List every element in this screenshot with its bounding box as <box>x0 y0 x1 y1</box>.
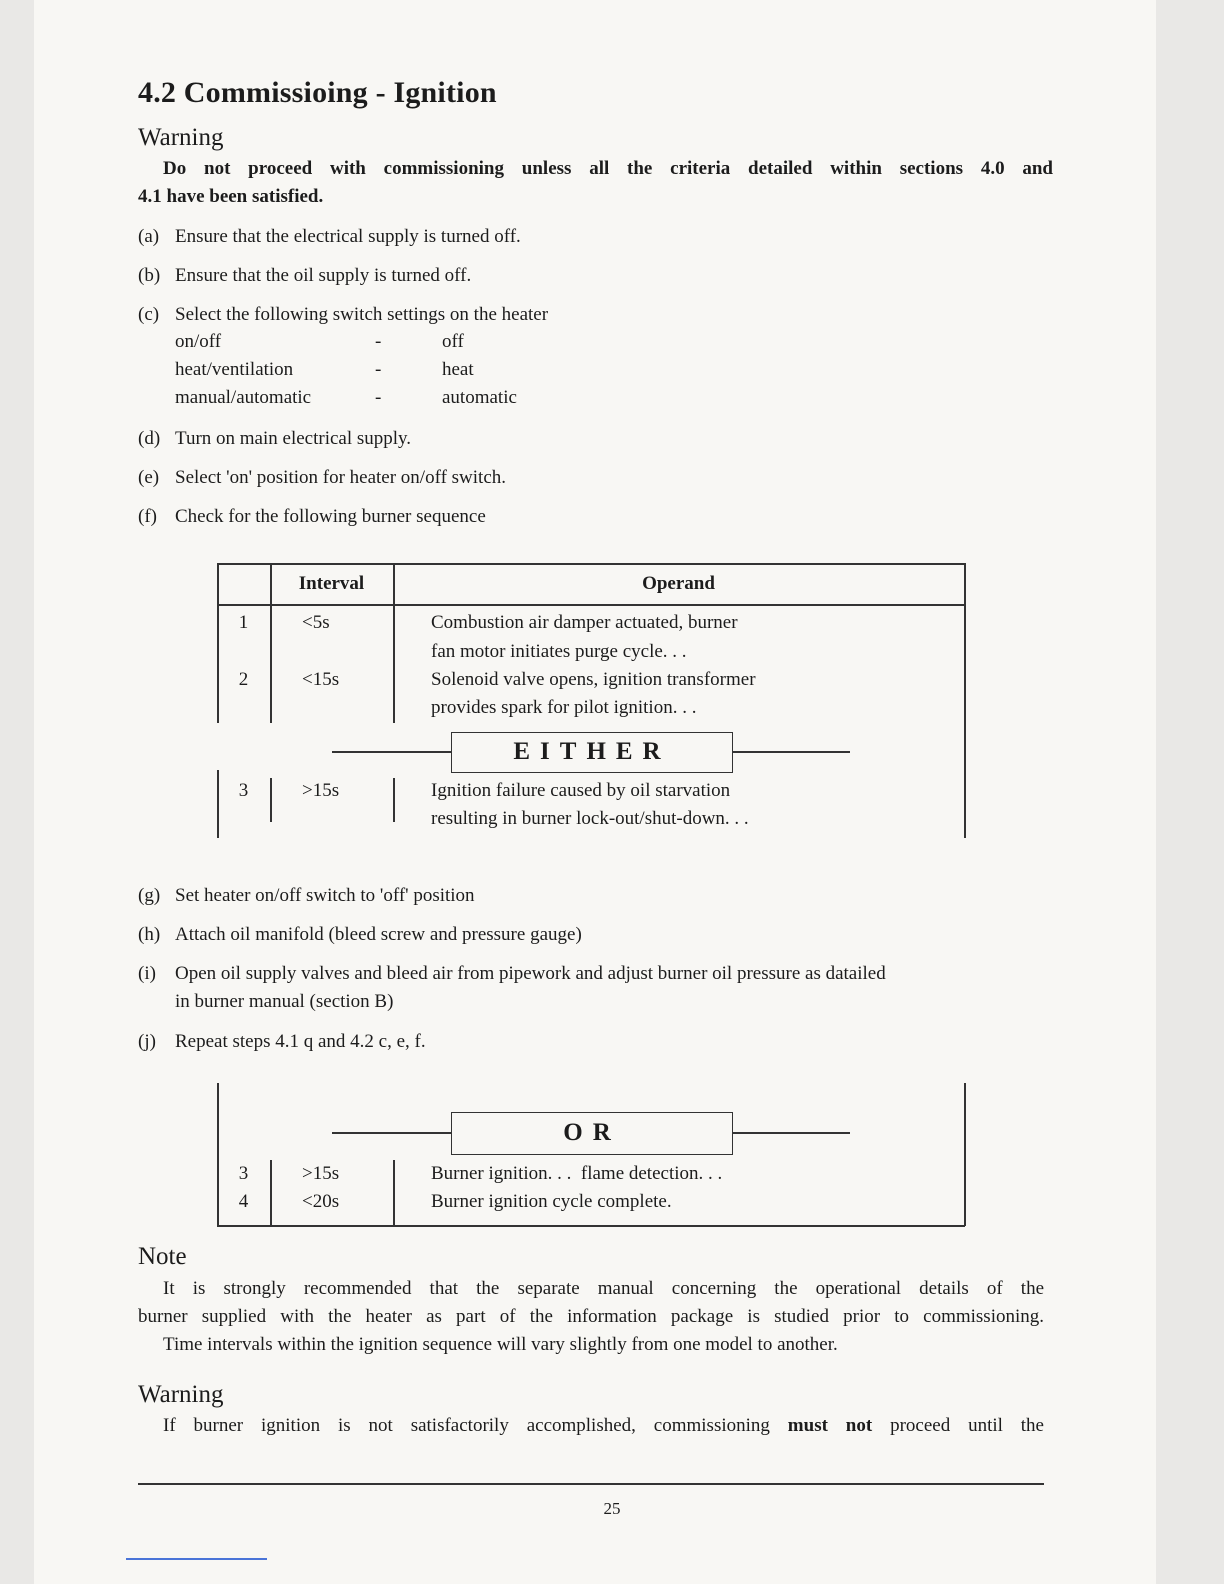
step-d <box>138 425 411 453</box>
setting-value: heat <box>442 359 474 380</box>
scan-artifact-line <box>126 1558 267 1560</box>
page-number: 25 <box>603 1499 621 1518</box>
table-row-operand-line2: provides spark for pilot ignition. . . <box>431 697 697 718</box>
setting-dash: - <box>375 331 382 352</box>
step-text: Turn on main electrical supply. <box>175 428 412 449</box>
step-text: Check for the following burner sequence <box>175 506 486 527</box>
setting-name: on/off <box>175 331 222 352</box>
setting-value: automatic <box>442 387 517 408</box>
table-border-top <box>217 563 965 565</box>
warning-text-line2: 4.1 have been satisfied. <box>138 186 324 207</box>
step-text: Select 'on' position for heater on/off switch. <box>175 467 507 488</box>
table-col-divider <box>393 778 395 822</box>
table-col-divider <box>270 778 272 822</box>
step-g <box>138 882 475 910</box>
either-rule-left <box>332 751 452 753</box>
footer-rule <box>138 1483 1044 1485</box>
page-title: 4.2 Commissioing - Ignition <box>138 76 497 109</box>
step-label: (j) <box>138 1031 156 1052</box>
table-border-left <box>217 563 219 723</box>
table-row-number: 3 <box>238 1163 249 1184</box>
warning2-text <box>163 1412 1044 1440</box>
setting-name: heat/ventilation <box>175 359 294 380</box>
table-col-divider <box>270 1160 272 1226</box>
table-header-interval: Interval <box>298 573 365 594</box>
table-row-interval: <15s <box>302 669 340 690</box>
table-row-number: 2 <box>238 669 249 690</box>
table-row-interval: >15s <box>302 780 340 801</box>
step-text: Select the following switch settings on the heater <box>175 304 549 325</box>
step-j <box>138 1028 426 1056</box>
step-text: Set heater on/off switch to 'off' position <box>175 885 475 906</box>
table-row-operand-line1: Combustion air damper actuated, burner <box>431 612 738 633</box>
table-row-operand-line1: Ignition failure caused by oil starvation <box>431 780 731 801</box>
either-rule-right <box>732 751 850 753</box>
warning2-text-a: If burner ignition is not satisfactorily accomplished, commissioning <box>163 1415 788 1436</box>
step-label: (e) <box>138 467 160 488</box>
step-label: (a) <box>138 226 160 247</box>
table-border-bottom <box>217 1225 965 1227</box>
table-row-operand: Burner ignition. . . flame detection. . . <box>431 1163 723 1184</box>
either-label-box: EITHER <box>451 732 733 773</box>
step-a <box>138 223 521 251</box>
table-row-operand-line1: Solenoid valve opens, ignition transformer <box>431 669 756 690</box>
setting-dash: - <box>375 387 382 408</box>
note-heading: Note <box>138 1243 187 1270</box>
step-label: (c) <box>138 304 160 325</box>
table-header-divider <box>217 604 965 606</box>
warning-text-line1: Do not proceed with commissioning unless all the criteria detailed within sections 4.0 and <box>163 158 1053 179</box>
step-text: Ensure that the oil supply is turned off. <box>175 265 472 286</box>
step-label: (b) <box>138 265 161 286</box>
table-border-right <box>964 1083 966 1226</box>
step-h <box>138 921 582 949</box>
step-text: Repeat steps 4.1 q and 4.2 c, e, f. <box>175 1031 426 1052</box>
step-e <box>138 464 506 492</box>
step-text: Attach oil manifold (bleed screw and pressure gauge) <box>175 924 582 945</box>
warning2-heading: Warning <box>138 1381 224 1408</box>
step-label: (g) <box>138 885 161 906</box>
table-header-operand: Operand <box>642 573 715 594</box>
table-row-number: 1 <box>238 612 249 633</box>
note-line3: Time intervals within the ignition sequence will vary slightly from one model to another. <box>163 1334 838 1355</box>
warning2-text-bold: must not <box>787 1415 873 1436</box>
table-row-number: 4 <box>238 1191 249 1212</box>
table-col-divider <box>393 1160 395 1226</box>
table-border-right <box>964 563 966 838</box>
step-text: Ensure that the electrical supply is turned off. <box>175 226 521 247</box>
step-label: (d) <box>138 428 161 449</box>
table-row-operand: Burner ignition cycle complete. <box>431 1191 672 1212</box>
note-line2: burner supplied with the heater as part of the information package is studied prior to commissioning. <box>138 1306 1044 1327</box>
table-row-interval: <5s <box>302 612 330 633</box>
step-label: (h) <box>138 924 161 945</box>
table-row-operand-line2: fan motor initiates purge cycle. . . <box>431 641 687 662</box>
or-rule-right <box>732 1132 850 1134</box>
step-i <box>138 960 886 988</box>
note-line1: It is strongly recommended that the separate manual concerning the operational details of the <box>163 1278 1044 1299</box>
table-row-interval: <20s <box>302 1191 340 1212</box>
step-i-continued: in burner manual (section B) <box>175 991 394 1012</box>
step-text: Open oil supply valves and bleed air from pipework and adjust burner oil pressure as datailed <box>175 963 886 984</box>
or-rule-left <box>332 1132 452 1134</box>
table-row-number: 3 <box>238 780 249 801</box>
table-row-interval: >15s <box>302 1163 340 1184</box>
warning-heading: Warning <box>138 124 224 151</box>
step-label: (f) <box>138 506 157 527</box>
warning2-text-b: proceed until the <box>872 1415 1044 1436</box>
step-f <box>138 503 486 531</box>
setting-dash: - <box>375 359 382 380</box>
or-label-box: OR <box>451 1112 733 1155</box>
setting-value: off <box>442 331 464 352</box>
table-row-operand-line2: resulting in burner lock-out/shut-down. . . <box>431 808 749 829</box>
setting-name: manual/automatic <box>175 387 312 408</box>
step-c <box>138 301 548 329</box>
step-label: (i) <box>138 963 156 984</box>
step-b <box>138 262 471 290</box>
